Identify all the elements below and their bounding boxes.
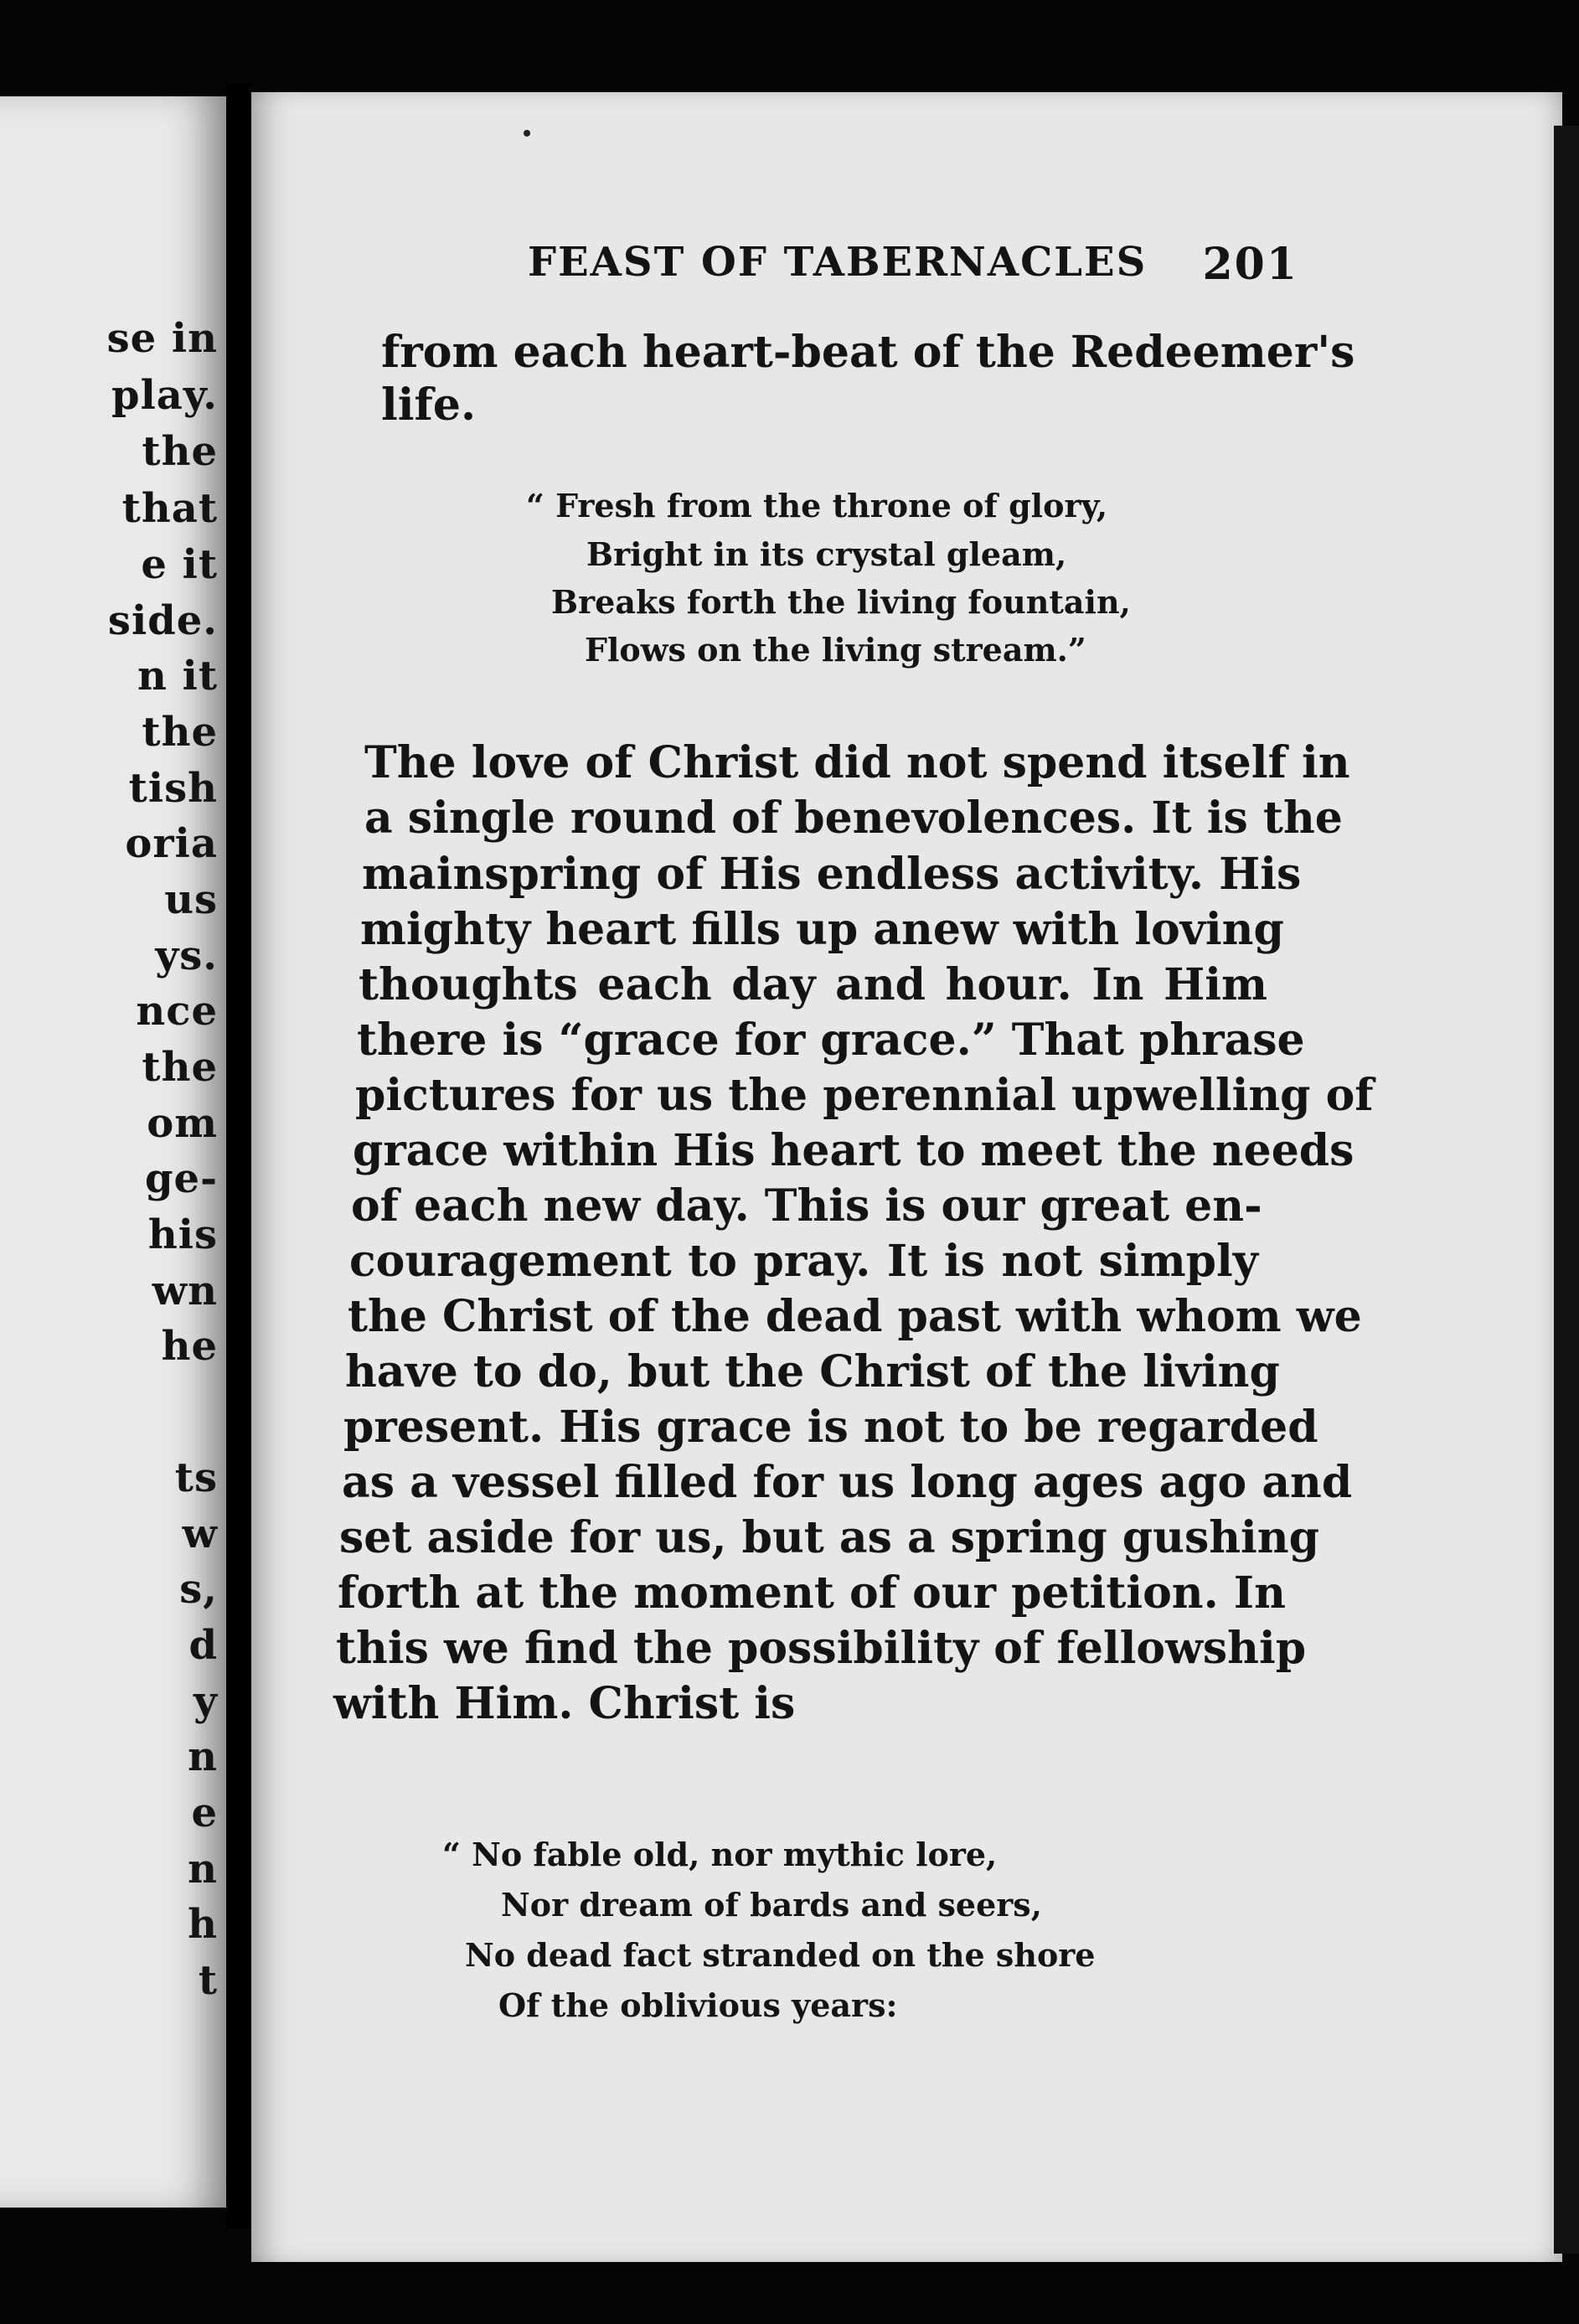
paragraph-line: mighty heart fills up anew with loving (360, 904, 1284, 955)
book-gutter (226, 84, 251, 2228)
left-page-line: us (164, 876, 218, 923)
left-page-line: that (121, 485, 218, 532)
paragraph-line: a single round of benevolences. It is the (364, 793, 1343, 844)
left-page-line: se in (106, 315, 218, 362)
verse-line: Nor dream of bards and seers, (501, 1886, 1042, 1924)
left-page-line: the (142, 1044, 218, 1091)
left-page-line: h (188, 1901, 218, 1948)
left-page-line: y (194, 1678, 218, 1725)
left-page-line: e it (141, 541, 218, 588)
left-page-line: om (147, 1100, 218, 1147)
paragraph-line: present. His grace is not to be regarded (343, 1402, 1318, 1453)
paragraph-line: thoughts each day and hour. In Him (359, 959, 1267, 1010)
paragraph-line: mainspring of His endless activity. His (362, 849, 1302, 900)
left-page-line: d (188, 1622, 218, 1669)
paragraph-line: of each new day. This is our great en- (351, 1180, 1262, 1232)
paragraph-line: The love of Christ did not spend itself in (364, 737, 1350, 788)
verse-line: Breaks forth the living fountain, (551, 583, 1131, 621)
left-page-line: e (191, 1789, 218, 1836)
paragraph-line: forth at the moment of our petition. In (338, 1567, 1286, 1619)
left-page-line: tish (128, 765, 218, 812)
left-page-line: ge- (144, 1155, 218, 1202)
left-page-line: w (182, 1511, 218, 1557)
verse-line: “ No fable old, nor mythic lore, (442, 1836, 998, 1873)
left-page-line: ys. (155, 932, 218, 979)
verse-line: No dead fact stranded on the shore (465, 1936, 1096, 1974)
paragraph-line: couragement to pray. It is not simply (349, 1236, 1258, 1287)
left-page-line: his (147, 1211, 218, 1258)
paragraph-line: with Him. Christ is (333, 1678, 796, 1729)
left-page-line: he (161, 1323, 218, 1370)
left-page-line: the (142, 709, 218, 756)
left-page-line: play. (111, 372, 218, 419)
paragraph-line: pictures for us the perennial upwelling of (355, 1070, 1374, 1121)
running-title: FEAST OF TABERNACLES (528, 239, 1148, 286)
paragraph-line: there is “grace for grace.” That phrase (357, 1015, 1305, 1066)
paragraph-line: as a vessel filled for us long ages ago and (342, 1457, 1353, 1508)
left-page-line: s, (179, 1566, 218, 1613)
opening-line: from each heart-beat of the Redeemer's (381, 327, 1355, 378)
verse-line: Of the oblivious years: (498, 1986, 898, 2024)
paragraph-line: set aside for us, but as a spring gushing (339, 1512, 1319, 1563)
left-page-line: ts (174, 1454, 218, 1501)
paragraph-line: this we find the possibility of fellowship (336, 1623, 1307, 1674)
opening-line: life. (381, 380, 477, 431)
verse-line: “ Fresh from the throne of glory, (526, 487, 1108, 524)
left-page-line: wn (152, 1268, 218, 1314)
paragraph-line: grace within His heart to meet the needs (353, 1125, 1355, 1176)
left-page-fragment (0, 96, 226, 2208)
left-page-line: nce (136, 988, 218, 1035)
speck (524, 130, 530, 137)
left-page-line: n it (137, 653, 218, 700)
left-page-line: n (188, 1846, 218, 1893)
left-page-line: oria (125, 820, 218, 867)
page-number: 201 (1202, 239, 1298, 290)
paragraph-line: the Christ of the dead past with whom we (348, 1291, 1362, 1342)
left-page-line: the (142, 428, 218, 475)
paragraph-line: have to do, but the Christ of the living (345, 1346, 1280, 1397)
verse-line: Flows on the living stream.” (585, 631, 1086, 669)
left-page-line: t (198, 1957, 218, 2004)
left-page-line: side. (107, 597, 218, 644)
page-edge (1554, 126, 1579, 2254)
left-page-line: n (188, 1733, 218, 1780)
verse-line: Bright in its crystal gleam, (586, 535, 1067, 573)
